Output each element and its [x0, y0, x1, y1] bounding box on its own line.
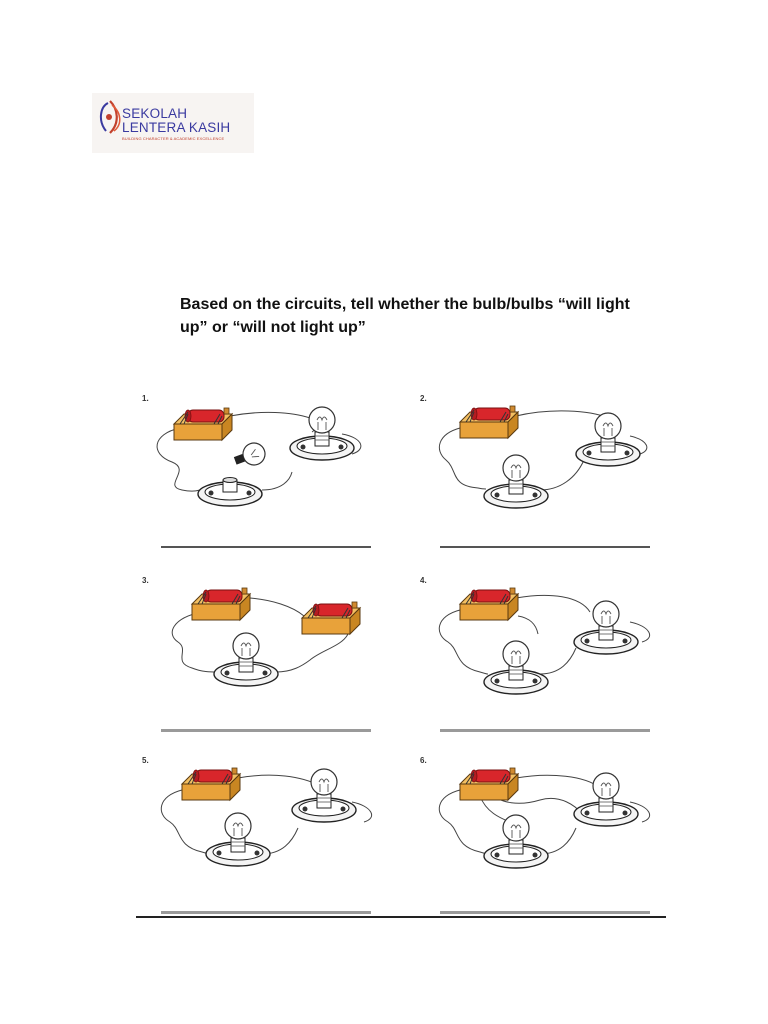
circuit-panel-5 [142, 756, 382, 926]
lantern-emblem-icon [96, 97, 124, 141]
circuit-diagram-5 [142, 756, 382, 876]
answer-line-4[interactable] [440, 729, 650, 732]
answer-line-1[interactable] [161, 546, 371, 548]
bottom-rule [136, 916, 666, 918]
circuit-number: 1. [142, 394, 149, 403]
circuit-diagram-6 [420, 756, 660, 876]
circuit-number: 4. [420, 576, 427, 585]
logo-line-2: LENTERA KASIH [122, 120, 231, 135]
answer-line-6[interactable] [440, 911, 650, 914]
circuit-panel-1 [142, 394, 382, 564]
circuit-number: 5. [142, 756, 149, 765]
circuit-panel-3 [142, 576, 382, 746]
answer-line-5[interactable] [161, 911, 371, 914]
logo-tagline: BUILDING CHARACTER & ACADEMIC EXCELLENCE [122, 136, 225, 141]
worksheet-instruction: Based on the circuits, tell whether the bulb/bulbs “will light up” or “will not light up” [180, 296, 630, 336]
circuit-diagram-2 [420, 394, 660, 514]
answer-line-3[interactable] [161, 729, 371, 732]
circuit-number: 3. [142, 576, 149, 585]
circuit-panel-4 [420, 576, 660, 746]
circuit-panel-2 [420, 394, 660, 564]
circuit-number: 6. [420, 756, 427, 765]
circuit-number: 2. [420, 394, 427, 403]
circuit-diagram-4 [420, 576, 660, 696]
school-logo [92, 93, 254, 153]
answer-line-2[interactable] [440, 546, 650, 548]
circuit-diagram-1 [142, 394, 382, 514]
logo-line-1: SEKOLAH [122, 106, 188, 121]
circuit-panel-6 [420, 756, 660, 926]
circuit-diagram-3 [142, 576, 382, 696]
